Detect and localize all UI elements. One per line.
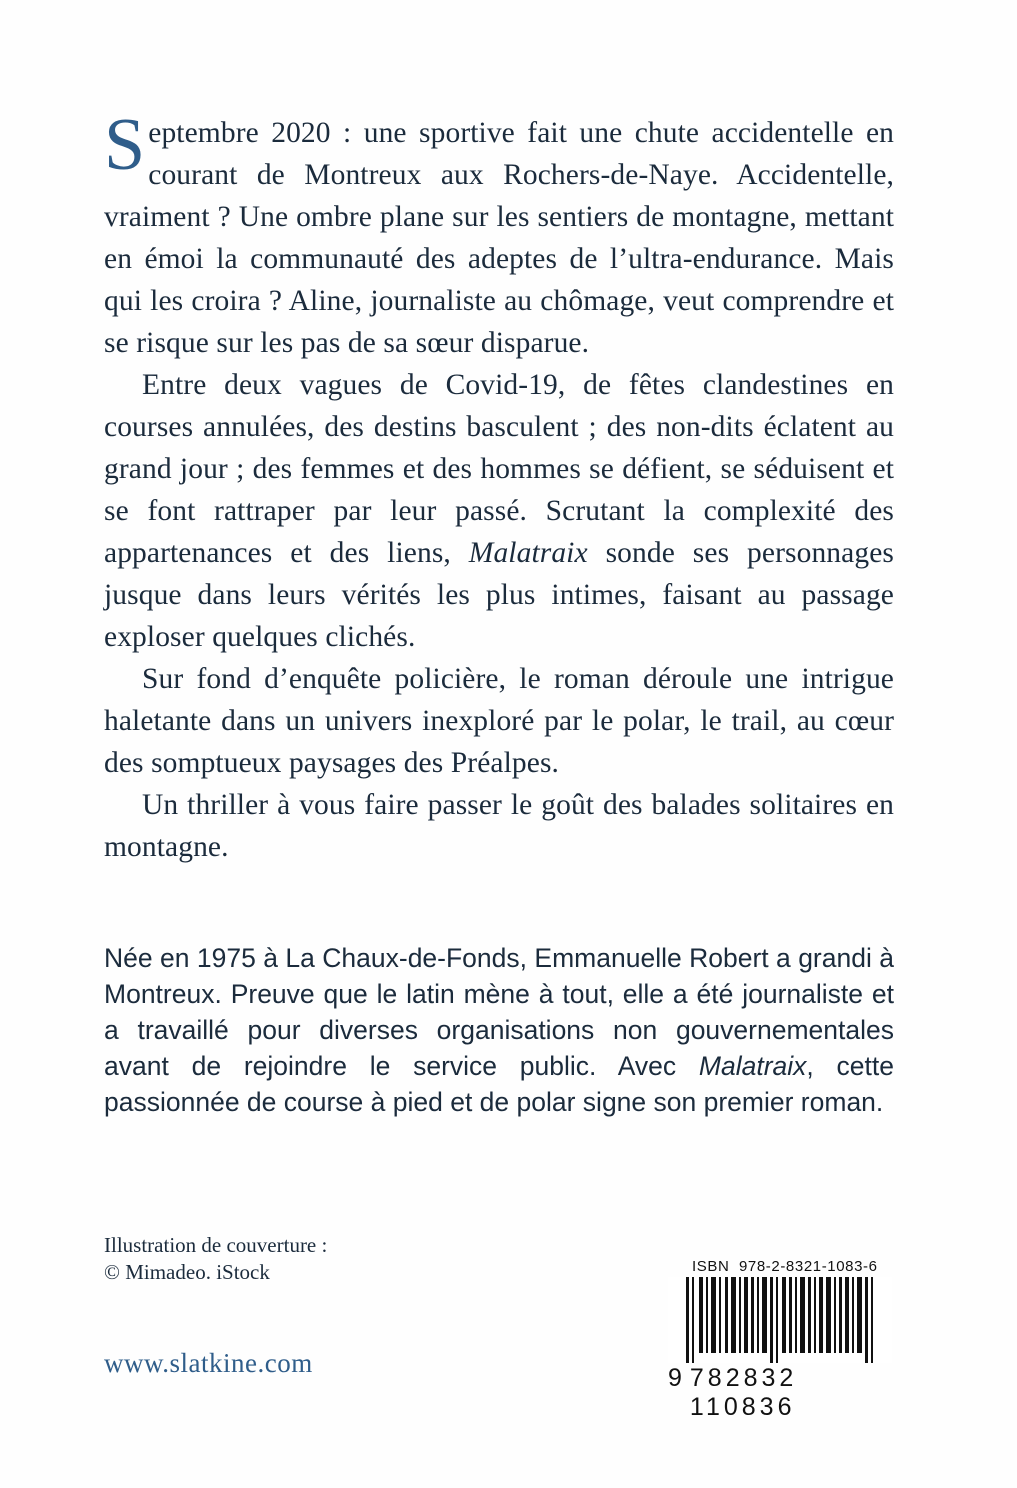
blurb-paragraph-1-text: eptembre 2020 : une sportive fait une chute accidentelle en courant de Montreux aux Rochers-de-Naye. Accidentelle, vraiment ? Une ombre plane sur les sentiers de montagne, mettant en émoi la communauté des adeptes de l’ultra-endurance. Mais qui les croira ? Aline, journaliste au chômage, veut comprendre et se risque sur les pas de sa sœur disparue. — [104, 117, 894, 359]
barcode-lead-digit: 9 — [668, 1364, 684, 1392]
author-bio — [104, 940, 894, 1120]
blurb-paragraph-4: Un thriller à vous faire passer le goût des balades solitaires en montagne. — [104, 789, 894, 863]
blurb-text — [104, 104, 894, 868]
cover-illustration-credits — [104, 1232, 327, 1286]
publisher-website[interactable]: www.slatkine.com — [104, 1348, 313, 1378]
book-title-mention-2: Malatraix — [698, 1051, 807, 1081]
book-title-mention-1: Malatraix — [468, 537, 588, 569]
author-bio-part1: Née en 1975 à La Chaux-de-Fonds, Emmanuelle Robert a grandi à Montreux. Preuve que le latin mène à tout, elle a été journaliste et a travaillé pour diverses organisations non gouvernementales avant de rejoindre le service public. Avec — [104, 943, 894, 1081]
blurb-paragraph-3: Sur fond d’enquête policière, le roman déroule une intrigue haletante dans un univers inexploré par le polar, le trail, au cœur des somptueux paysages des Préalpes. — [104, 663, 894, 779]
credits-line-2: © Mimadeo. iStock — [104, 1260, 270, 1284]
blurb-paragraph-1 — [104, 104, 894, 364]
blurb-section — [104, 104, 894, 868]
barcode-number: 782832 110836 — [689, 1364, 798, 1421]
isbn-block — [668, 1258, 898, 1422]
author-bio-part2: , cette passionnée de course à pied et de polar signe son premier roman. — [104, 1051, 894, 1117]
barcode-image — [668, 1277, 892, 1363]
isbn-label-and-number — [668, 1258, 898, 1275]
drop-cap-letter: S — [104, 104, 146, 186]
blurb-paragraph-2-part1: Entre deux vagues de Covid-19, de fêtes clandestines en courses annulées, des destins basculent ; des non-dits éclatent au grand jour ; des femmes et des hommes se défient, se séduisent et se font rattraper par leur passé. Scrutant la complexité des appartenances et des liens, — [104, 369, 894, 569]
credits-line-1: Illustration de couverture : — [104, 1233, 328, 1257]
isbn-label: ISBN — [692, 1258, 730, 1275]
blurb-paragraph-2 — [104, 364, 894, 658]
barcode-digits — [668, 1364, 898, 1422]
blurb-paragraph-2-part2: sonde ses personnages jusque dans leurs vérités les plus intimes, faisant au passage exploser quelques clichés. — [104, 537, 894, 653]
isbn-number: 978-2-8321-1083-6 — [738, 1258, 878, 1275]
